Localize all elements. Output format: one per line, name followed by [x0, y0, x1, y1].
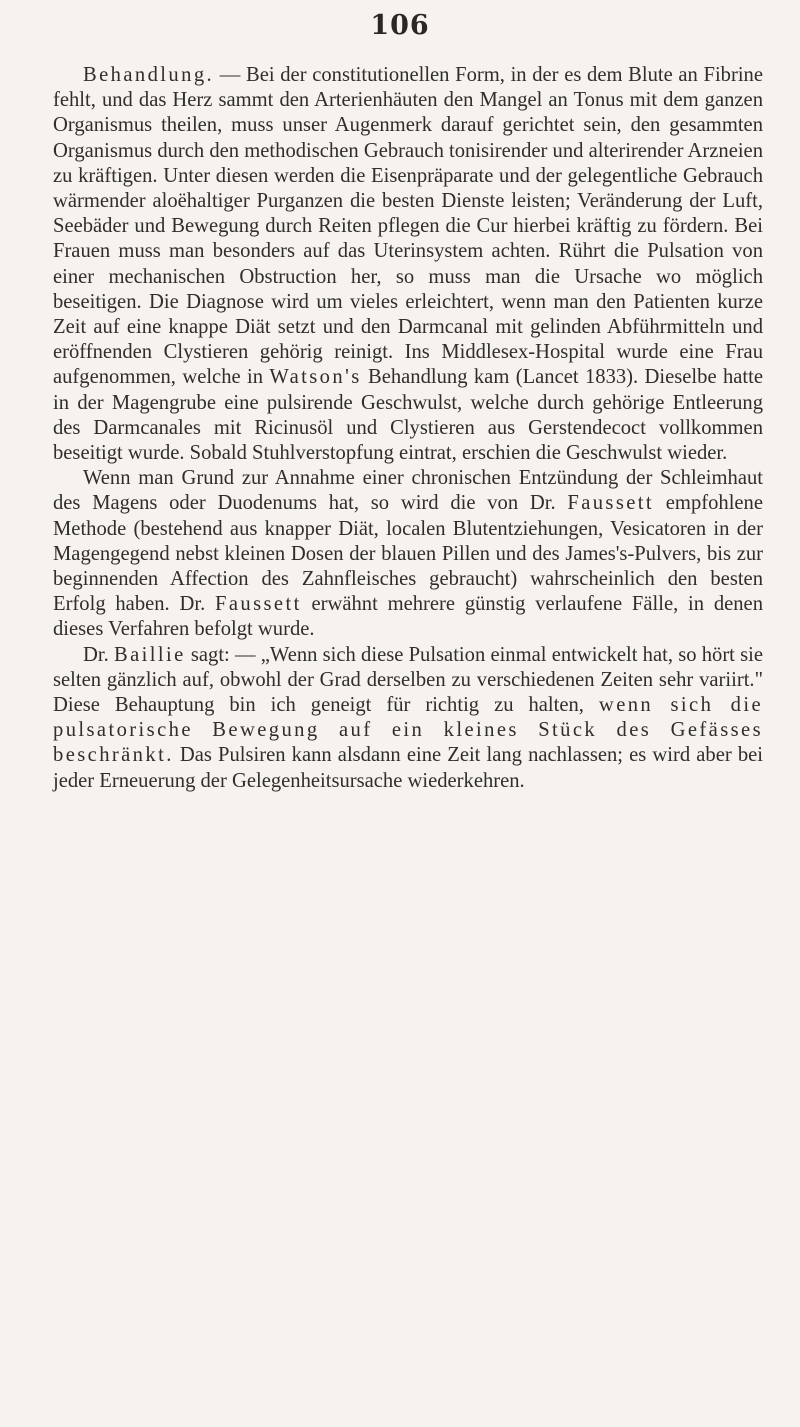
- paragraph-treatment: [53, 63, 763, 466]
- body-text: [53, 63, 763, 794]
- emphasized-text: wenn sich die pulsatorische Bewegung auf ein kleines Stück des Gefässes beschränkt.: [53, 694, 764, 767]
- paragraph-text: empfohlene Methode (bestehend aus knapper Diät, localen Blutentziehungen, Vesicatoren in der Magengegend nebst kleinen Dosen der blauen Pillen und des James's-Pulvers, bis zur beginnenden Affection des Zahnfleisches gebraucht) wahrscheinlich den besten Erfolg haben. Dr.: [53, 492, 763, 616]
- paragraph-text: Wenn man Grund zur Annahme einer chronischen Entzündung der Schleimhaut des Magens oder Duodenums hat, so wird die von Dr.: [53, 467, 763, 515]
- author-name: Watson's: [269, 366, 362, 389]
- paragraph-text: Das Pulsiren kann alsdann eine Zeit lang nachlassen; es wird aber bei jeder Erneuerung der Gelegenheitsursache wiederkehren.: [53, 744, 763, 792]
- author-name: Faussett: [567, 492, 655, 515]
- paragraph-inflammation: [53, 466, 763, 642]
- paragraph-baillie: [53, 643, 763, 794]
- paragraph-text: — Bei der constitutionellen Form, in der es dem Blute an Fibrine fehlt, und das Herz sammt den Arterienhäuten den Mangel an Tonus mit dem ganzen Organismus theilen, muss unser Augenmerk darauf gerichtet sein, den gesammten Organismus durch den methodischen Gebrauch tonisirender und alterirender Arzneien zu kräftigen. Unter diesen werden die Eisenpräparate und der gelegentliche Gebrauch wärmender aloëhaltiger Purganzen die besten Dienste leisten; Veränderung der Luft, Seebäder und Bewegung durch Reiten pflegen die Cur hierbei kräftig zu fördern. Bei Frauen muss man besonders auf das Uterinsystem achten. Rührt die Pulsation von einer mechanischen Obstruction her, so muss man die Ursache wo möglich beseitigen. Die Diagnose wird um vieles erleichtert, wenn man den Patienten kurze Zeit auf eine knappe Diät setzt und den Darmcanal mit gelinden Abführmitteln und eröffnenden Clystieren gehörig reinigt. Ins Middlesex-Hospital wurde eine Frau aufgenommen, welche in: [53, 64, 763, 389]
- section-heading: Behandlung.: [83, 64, 215, 86]
- author-name: Baillie: [113, 643, 186, 666]
- paragraph-text: sagt: — „Wenn sich diese Pulsation einmal entwickelt hat, so hört sie selten gänzlich auf, obwohl der Grad derselben zu verschiedenen Zeiten sehr variirt." Diese Behauptung bin ich geneigt für richtig zu halten,: [53, 643, 763, 717]
- page-number: 106: [370, 10, 430, 41]
- paragraph-text: Behandlung kam (Lancet 1833). Dieselbe hatte in der Magengrube eine pulsirende Geschwulst, welche durch gehörige Entleerung des Darmcanales mit Ricinusöl und Clystieren aus Gerstendecoct vollkommen beseitigt wurde. Sobald Stuhlverstopfung eintrat, erschien die Geschwulst wieder.: [53, 366, 763, 465]
- paragraph-text: erwähnt mehrere günstig verlaufene Fälle, in denen dieses Verfahren befolgt wurde.: [53, 593, 763, 641]
- paragraph-text: Dr.: [83, 643, 114, 666]
- author-name: Faussett: [215, 593, 302, 616]
